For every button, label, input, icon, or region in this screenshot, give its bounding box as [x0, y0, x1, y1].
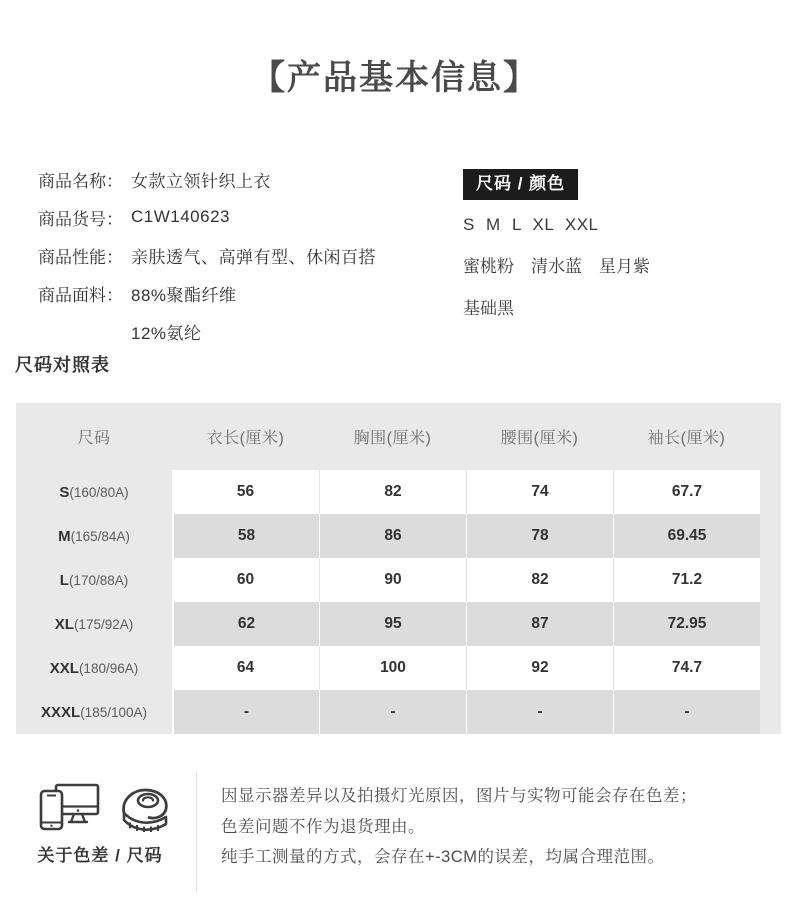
color-option: 清水蓝	[531, 257, 582, 276]
product-fabric-row-2	[38, 312, 448, 350]
attribute-value: C1W140623	[131, 207, 231, 226]
table-cell: -	[466, 690, 613, 734]
table-row-l	[16, 558, 781, 602]
column-header-waist: 腰围(厘米)	[500, 430, 579, 447]
color-option: 星月紫	[599, 257, 650, 276]
size-label	[16, 514, 172, 558]
attribute-label: 商品性能：	[38, 247, 123, 267]
vertical-divider	[196, 771, 197, 893]
table-row-xl	[16, 602, 781, 646]
table-cell: 95	[319, 602, 466, 646]
column-header-size: 尺码	[77, 430, 111, 447]
note-line: 色差问题不作为退货理由。	[221, 817, 425, 836]
footer-icons	[28, 778, 180, 832]
table-cell: 90	[319, 558, 466, 602]
attribute-value: 女款立领针织上衣	[131, 171, 271, 191]
disclaimer-notes	[221, 781, 771, 873]
table-row-m	[16, 514, 781, 558]
size-label	[16, 558, 172, 602]
attribute-value: 12%氨纶	[131, 323, 202, 343]
page-title: 【产品基本信息】	[251, 59, 539, 97]
table-cell: 56	[172, 470, 319, 514]
table-row-s	[16, 470, 781, 514]
size-code: XXL	[49, 659, 79, 677]
attribute-label: 商品名称：	[38, 171, 123, 191]
devices-icon	[38, 782, 100, 832]
color-options-row-1	[463, 252, 763, 277]
size-label	[16, 602, 172, 646]
footer-label: 关于色差 / 尺码	[37, 846, 163, 865]
table-cell: 92	[466, 646, 613, 690]
color-options-row-2	[463, 294, 763, 319]
table-cell: -	[172, 690, 319, 734]
size-options: S M L XL XXL	[463, 215, 599, 234]
table-cell: 87	[466, 602, 613, 646]
size-chart-header-row	[16, 403, 781, 470]
attribute-value: 88%聚酯纤维	[131, 285, 237, 305]
table-cell: 82	[319, 470, 466, 514]
product-fabric-row	[38, 274, 448, 312]
size-code: XXXL	[41, 703, 81, 721]
table-cell: 60	[172, 558, 319, 602]
table-cell: 69.45	[613, 514, 760, 558]
table-row-xxxl	[16, 690, 781, 734]
table-cell: 64	[172, 646, 319, 690]
note-line: 纯手工测量的方式，会存在+-3CM的误差，均属合理范围。	[221, 848, 665, 866]
table-cell: 74	[466, 470, 613, 514]
size-code: M	[58, 527, 71, 545]
size-spec: (160/80A)	[69, 484, 129, 500]
size-label	[16, 470, 172, 514]
table-cell: 86	[319, 514, 466, 558]
size-chart-title: 尺码对照表	[15, 355, 110, 375]
product-feature-row	[38, 236, 448, 274]
table-cell: -	[613, 690, 760, 734]
size-spec: (175/92A)	[73, 616, 134, 632]
table-cell: 74.7	[613, 646, 760, 690]
color-option: 基础黑	[463, 299, 514, 318]
product-attributes	[38, 160, 448, 350]
size-code: S	[59, 483, 70, 501]
column-header-bust: 胸围(厘米)	[353, 430, 432, 447]
table-cell: 100	[319, 646, 466, 690]
size-chart-table	[16, 403, 781, 734]
table-cell: 62	[172, 602, 319, 646]
table-cell: 67.7	[613, 470, 760, 514]
size-spec: (180/96A)	[78, 660, 139, 676]
table-cell: -	[319, 690, 466, 734]
product-sku-row	[38, 198, 448, 236]
attribute-label: 商品货号：	[38, 209, 123, 229]
table-cell: 78	[466, 514, 613, 558]
measuring-tape-icon	[118, 786, 172, 832]
attribute-label: 商品面料：	[38, 285, 123, 305]
table-cell: 71.2	[613, 558, 760, 602]
product-name-row	[38, 160, 448, 198]
note-line: 因显示器差异以及拍摄灯光原因，图片与实物可能会存在色差；	[221, 787, 697, 805]
size-code: L	[59, 571, 69, 589]
table-cell: 58	[172, 514, 319, 558]
size-code: XL	[54, 615, 74, 633]
column-header-length: 衣长(厘米)	[206, 430, 285, 447]
size-color-panel	[463, 169, 763, 319]
size-spec: (185/100A)	[80, 704, 147, 720]
table-row-xxl	[16, 646, 781, 690]
size-spec: (165/84A)	[70, 528, 130, 544]
table-cell: 72.95	[613, 602, 760, 646]
size-label	[16, 690, 172, 734]
color-option: 蜜桃粉	[463, 257, 514, 276]
table-cell: 82	[466, 558, 613, 602]
size-spec: (170/88A)	[68, 572, 129, 588]
column-header-sleeve: 袖长(厘米)	[647, 430, 726, 447]
size-color-badge: 尺码 / 颜色	[463, 169, 578, 200]
attribute-value: 亲肤透气、高弹有型、休闲百搭	[131, 247, 376, 267]
size-label	[16, 646, 172, 690]
